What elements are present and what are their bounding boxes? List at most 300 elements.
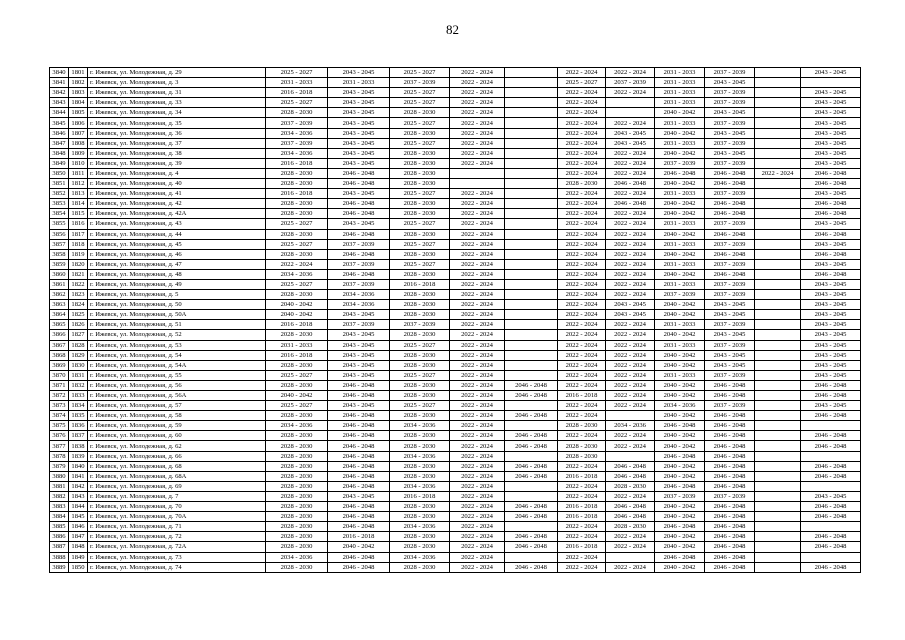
table-cell: 1822 (69, 279, 88, 289)
table-cell: 2043 - 2045 (801, 158, 861, 168)
table-cell: г. Ижевск, ул. Молодежная, д. 44 (88, 229, 266, 239)
table-row (50, 532, 861, 542)
table-cell: 3869 (50, 360, 69, 370)
table-cell: 2016 - 2018 (266, 320, 328, 330)
table-cell: 2037 - 2039 (655, 491, 705, 501)
table-cell: 3888 (50, 552, 69, 562)
table-cell: 2043 - 2045 (801, 88, 861, 98)
table-cell: 2022 - 2024 (558, 290, 606, 300)
table-cell: 2016 - 2018 (266, 189, 328, 199)
table-cell: 2022 - 2024 (606, 340, 655, 350)
table-cell: 2028 - 2030 (266, 249, 328, 259)
table-row (50, 259, 861, 269)
table-row (50, 118, 861, 128)
table-cell: 2025 - 2027 (390, 239, 450, 249)
table-cell: 2022 - 2024 (450, 269, 505, 279)
table-cell: 2028 - 2030 (390, 300, 450, 310)
table-cell: г. Ижевск, ул. Молодежная, д. 5 (88, 290, 266, 300)
table-cell: 2046 - 2048 (606, 461, 655, 471)
table-cell: 1849 (69, 552, 88, 562)
table-cell: 2043 - 2045 (801, 108, 861, 118)
table-cell: 2034 - 2036 (266, 269, 328, 279)
table-cell: 2046 - 2048 (705, 502, 755, 512)
table-cell: 2037 - 2039 (705, 491, 755, 501)
table-cell: г. Ижевск, ул. Молодежная, д. 31 (88, 88, 266, 98)
table-cell: 2034 - 2036 (266, 128, 328, 138)
table-row (50, 542, 861, 552)
table-cell: 2046 - 2048 (655, 522, 705, 532)
table-cell: 3852 (50, 189, 69, 199)
table-cell: 1840 (69, 461, 88, 471)
table-cell (801, 451, 861, 461)
table-cell: 2040 - 2042 (655, 310, 705, 320)
table-cell: 2046 - 2048 (801, 461, 861, 471)
table-cell: 3867 (50, 340, 69, 350)
table-cell: 2046 - 2048 (328, 512, 390, 522)
table-cell: 2028 - 2030 (390, 158, 450, 168)
table-cell: 2040 - 2042 (655, 229, 705, 239)
table-row (50, 239, 861, 249)
table-cell: 3843 (50, 98, 69, 108)
table-row (50, 249, 861, 259)
table-cell: 2022 - 2024 (606, 330, 655, 340)
table-cell: г. Ижевск, ул. Молодежная, д. 41 (88, 189, 266, 199)
table-cell: 3887 (50, 542, 69, 552)
table-cell: 2043 - 2045 (328, 219, 390, 229)
table-cell (755, 68, 801, 78)
table-cell: 2046 - 2048 (705, 441, 755, 451)
table-cell: 2046 - 2048 (606, 502, 655, 512)
table-cell: 2022 - 2024 (558, 522, 606, 532)
table-cell: 2028 - 2030 (266, 471, 328, 481)
table-row (50, 481, 861, 491)
table-cell (755, 461, 801, 471)
table-cell: 1832 (69, 380, 88, 390)
table-cell (755, 350, 801, 360)
table-cell: 2022 - 2024 (606, 269, 655, 279)
table-cell: г. Ижевск, ул. Молодежная, д. 62 (88, 441, 266, 451)
table-cell: 2037 - 2039 (705, 259, 755, 269)
table-cell (505, 259, 558, 269)
table-cell: 2043 - 2045 (606, 138, 655, 148)
table-cell: 2025 - 2027 (390, 401, 450, 411)
table-cell: 2046 - 2048 (801, 471, 861, 481)
table-cell (505, 179, 558, 189)
table-cell: 2043 - 2045 (705, 300, 755, 310)
table-row (50, 310, 861, 320)
table-cell: 2016 - 2018 (328, 532, 390, 542)
table-cell: 2022 - 2024 (450, 441, 505, 451)
table-cell: 2046 - 2048 (606, 471, 655, 481)
table-cell: 2028 - 2030 (390, 350, 450, 360)
table-cell (801, 421, 861, 431)
table-cell: г. Ижевск, ул. Молодежная, д. 55 (88, 370, 266, 380)
table-cell (505, 421, 558, 431)
table-cell: г. Ижевск, ул. Молодежная, д. 49 (88, 279, 266, 289)
table-cell: 1830 (69, 360, 88, 370)
table-cell: 2022 - 2024 (450, 542, 505, 552)
table-cell (505, 300, 558, 310)
table-cell: 2022 - 2024 (558, 370, 606, 380)
table-cell: 2043 - 2045 (705, 350, 755, 360)
table-cell: г. Ижевск, ул. Молодежная, д. 60 (88, 431, 266, 441)
table-cell: 2022 - 2024 (606, 431, 655, 441)
table-cell: 2046 - 2048 (705, 249, 755, 259)
table-cell: 2040 - 2042 (655, 209, 705, 219)
table-cell (505, 88, 558, 98)
table-cell: 3880 (50, 471, 69, 481)
table-cell: 2016 - 2018 (266, 158, 328, 168)
table-cell: 2037 - 2039 (705, 98, 755, 108)
table-cell: 2025 - 2027 (266, 239, 328, 249)
table-cell: г. Ижевск, ул. Молодежная, д. 70А (88, 512, 266, 522)
table-cell: 1814 (69, 199, 88, 209)
table-cell: 2046 - 2048 (328, 502, 390, 512)
table-cell: 1821 (69, 269, 88, 279)
table-cell (505, 219, 558, 229)
table-row (50, 168, 861, 178)
table-cell: 2028 - 2030 (266, 431, 328, 441)
table-cell: 2046 - 2048 (505, 512, 558, 522)
table-cell: 2022 - 2024 (450, 290, 505, 300)
table-cell: 2046 - 2048 (801, 431, 861, 441)
table-row (50, 522, 861, 532)
table-cell: 2022 - 2024 (450, 330, 505, 340)
table-cell: 2046 - 2048 (801, 229, 861, 239)
table-cell (755, 310, 801, 320)
table-cell: г. Ижевск, ул. Молодежная, д. 52 (88, 330, 266, 340)
table-cell: 2046 - 2048 (801, 199, 861, 209)
table-cell: 2022 - 2024 (606, 279, 655, 289)
table-cell: 2046 - 2048 (505, 532, 558, 542)
table-cell: 2022 - 2024 (266, 259, 328, 269)
table-cell: 2022 - 2024 (450, 98, 505, 108)
table-cell: 2037 - 2039 (705, 290, 755, 300)
table-cell: 2043 - 2045 (328, 68, 390, 78)
table-cell: 2046 - 2048 (801, 502, 861, 512)
table-cell: 2028 - 2030 (390, 431, 450, 441)
capital-repair-schedule-table (49, 67, 861, 573)
table-cell: 2046 - 2048 (705, 552, 755, 562)
table-cell: 2022 - 2024 (450, 360, 505, 370)
table-cell: 1802 (69, 78, 88, 88)
table-cell: г. Ижевск, ул. Молодежная, д. 40 (88, 179, 266, 189)
table-cell: 2037 - 2039 (705, 239, 755, 249)
table-cell: 2022 - 2024 (558, 269, 606, 279)
table-cell: 2028 - 2030 (266, 290, 328, 300)
table-cell: 2028 - 2030 (390, 532, 450, 542)
table-cell: 2046 - 2048 (705, 481, 755, 491)
table-cell: 1850 (69, 562, 88, 572)
table-cell: 2028 - 2030 (390, 229, 450, 239)
table-cell: г. Ижевск, ул. Молодежная, д. 70 (88, 502, 266, 512)
table-cell: 2037 - 2039 (266, 118, 328, 128)
table-cell: 2046 - 2048 (705, 269, 755, 279)
table-cell: 2022 - 2024 (450, 380, 505, 390)
table-cell: 2028 - 2030 (390, 249, 450, 259)
table-cell: 2043 - 2045 (801, 138, 861, 148)
table-cell: г. Ижевск, ул. Молодежная, д. 29 (88, 68, 266, 78)
table-cell (755, 370, 801, 380)
table-cell: 2025 - 2027 (266, 98, 328, 108)
table-cell: 3875 (50, 421, 69, 431)
table-row (50, 552, 861, 562)
table-cell: 2028 - 2030 (390, 209, 450, 219)
table-cell: 2043 - 2045 (801, 259, 861, 269)
table-cell: 2028 - 2030 (266, 330, 328, 340)
table-cell: 2031 - 2033 (655, 279, 705, 289)
table-cell: 2046 - 2048 (801, 512, 861, 522)
table-cell: 3854 (50, 209, 69, 219)
table-cell: 1808 (69, 138, 88, 148)
table-cell: 2028 - 2030 (266, 461, 328, 471)
table-cell: 2022 - 2024 (606, 118, 655, 128)
table-cell (755, 481, 801, 491)
table-row (50, 441, 861, 451)
table-cell: 3847 (50, 138, 69, 148)
table-cell: 2022 - 2024 (606, 229, 655, 239)
table-cell (755, 542, 801, 552)
table-row (50, 179, 861, 189)
table-cell: 2037 - 2039 (705, 118, 755, 128)
table-cell: 1847 (69, 532, 88, 542)
table-cell: 2022 - 2024 (606, 401, 655, 411)
table-row (50, 68, 861, 78)
table-cell: 2040 - 2042 (655, 441, 705, 451)
table-row (50, 340, 861, 350)
table-cell: 2046 - 2048 (505, 431, 558, 441)
table-cell: г. Ижевск, ул. Молодежная, д. 72А (88, 542, 266, 552)
table-cell: 2031 - 2033 (655, 118, 705, 128)
table-cell: 3884 (50, 512, 69, 522)
table-cell: 2022 - 2024 (558, 300, 606, 310)
table-cell: 2043 - 2045 (328, 401, 390, 411)
table-cell: 2040 - 2042 (266, 391, 328, 401)
table-cell: 2022 - 2024 (450, 320, 505, 330)
table-cell: 2028 - 2030 (558, 421, 606, 431)
table-cell (755, 78, 801, 88)
table-cell: 2040 - 2042 (655, 128, 705, 138)
table-cell: г. Ижевск, ул. Молодежная, д. 58 (88, 411, 266, 421)
table-cell: 2028 - 2030 (266, 360, 328, 370)
table-cell (450, 168, 505, 178)
table-cell: 1804 (69, 98, 88, 108)
table-cell: г. Ижевск, ул. Молодежная, д. 7 (88, 491, 266, 501)
table-cell (755, 300, 801, 310)
table-cell: 2028 - 2030 (390, 128, 450, 138)
table-cell: 2028 - 2030 (390, 441, 450, 451)
table-cell: 3886 (50, 532, 69, 542)
table-cell (755, 401, 801, 411)
table-cell: 1837 (69, 431, 88, 441)
table-cell: 3851 (50, 179, 69, 189)
table-cell (755, 421, 801, 431)
table-row (50, 421, 861, 431)
table-cell: 2022 - 2024 (558, 189, 606, 199)
table-cell: г. Ижевск, ул. Молодежная, д. 39 (88, 158, 266, 168)
table-cell: 2022 - 2024 (450, 239, 505, 249)
table-cell (755, 148, 801, 158)
table-cell: 3874 (50, 411, 69, 421)
table-cell: 2022 - 2024 (606, 290, 655, 300)
table-cell: 2031 - 2033 (655, 78, 705, 88)
table-cell: 2022 - 2024 (450, 300, 505, 310)
table-cell: г. Ижевск, ул. Молодежная, д. 72 (88, 532, 266, 542)
table-cell: 1813 (69, 189, 88, 199)
table-row (50, 78, 861, 88)
table-cell: г. Ижевск, ул. Молодежная, д. 50 (88, 300, 266, 310)
table-cell: 2046 - 2048 (505, 411, 558, 421)
table-cell: 2022 - 2024 (450, 108, 505, 118)
table-cell: 2031 - 2033 (266, 78, 328, 88)
table-cell: 2025 - 2027 (390, 189, 450, 199)
table-row (50, 300, 861, 310)
table-cell (755, 98, 801, 108)
table-cell: 2028 - 2030 (266, 532, 328, 542)
table-cell: 2022 - 2024 (606, 380, 655, 390)
table-cell: 2022 - 2024 (450, 259, 505, 269)
table-cell: 2037 - 2039 (655, 158, 705, 168)
table-cell: 2046 - 2048 (328, 179, 390, 189)
table-cell (505, 279, 558, 289)
table-cell (755, 441, 801, 451)
table-cell: 2025 - 2027 (390, 219, 450, 229)
table-cell: 2022 - 2024 (558, 552, 606, 562)
table-cell: 2046 - 2048 (328, 522, 390, 532)
table-cell: 2031 - 2033 (266, 340, 328, 350)
table-cell: 3856 (50, 229, 69, 239)
table-cell: 2037 - 2039 (705, 370, 755, 380)
table-cell: 2028 - 2030 (266, 481, 328, 491)
table-cell: 2022 - 2024 (450, 512, 505, 522)
table-cell: 2028 - 2030 (266, 441, 328, 451)
table-cell: 2037 - 2039 (266, 138, 328, 148)
table-cell: 2037 - 2039 (705, 219, 755, 229)
table-row (50, 88, 861, 98)
table-cell: 2022 - 2024 (558, 158, 606, 168)
table-cell: 2028 - 2030 (390, 148, 450, 158)
table-cell: 2040 - 2042 (655, 391, 705, 401)
table-cell: 2040 - 2042 (655, 360, 705, 370)
table-cell: 2046 - 2048 (801, 542, 861, 552)
table-cell: 1806 (69, 118, 88, 128)
table-cell: 2025 - 2027 (390, 340, 450, 350)
table-cell (505, 350, 558, 360)
table-cell: 2022 - 2024 (450, 249, 505, 259)
table-cell: 2022 - 2024 (450, 461, 505, 471)
table-cell: 2022 - 2024 (558, 229, 606, 239)
table-cell: 2040 - 2042 (266, 300, 328, 310)
table-cell: 2022 - 2024 (606, 68, 655, 78)
table-cell: 2037 - 2039 (705, 68, 755, 78)
table-cell: 2022 - 2024 (450, 491, 505, 501)
table-cell: 2028 - 2030 (266, 199, 328, 209)
table-row (50, 209, 861, 219)
table-cell: 2022 - 2024 (606, 391, 655, 401)
table-cell: 2016 - 2018 (558, 502, 606, 512)
table-cell: 2043 - 2045 (328, 108, 390, 118)
table-cell: 2043 - 2045 (328, 340, 390, 350)
table-cell (505, 491, 558, 501)
table-cell: 2022 - 2024 (558, 239, 606, 249)
table-cell (801, 78, 861, 88)
table-cell (755, 522, 801, 532)
table-cell: г. Ижевск, ул. Молодежная, д. 71 (88, 522, 266, 532)
table-cell (755, 88, 801, 98)
table-cell (755, 502, 801, 512)
table-cell: г. Ижевск, ул. Молодежная, д. 57 (88, 401, 266, 411)
table-cell: 3885 (50, 522, 69, 532)
table-cell (755, 512, 801, 522)
table-cell: 2037 - 2039 (705, 189, 755, 199)
table-cell: 2046 - 2048 (655, 421, 705, 431)
table-cell: 2022 - 2024 (606, 320, 655, 330)
table-cell: 2028 - 2030 (390, 330, 450, 340)
table-cell: 2040 - 2042 (655, 148, 705, 158)
table-cell: г. Ижевск, ул. Молодежная, д. 59 (88, 421, 266, 431)
table-cell: 2040 - 2042 (655, 330, 705, 340)
table-cell: 2022 - 2024 (558, 118, 606, 128)
table-cell: 2043 - 2045 (328, 491, 390, 501)
table-cell: 2022 - 2024 (558, 68, 606, 78)
table-cell: 2046 - 2048 (801, 441, 861, 451)
table-cell: 2022 - 2024 (558, 532, 606, 542)
table-cell: 2037 - 2039 (705, 138, 755, 148)
table-cell: 2022 - 2024 (450, 471, 505, 481)
table-cell: 2046 - 2048 (505, 391, 558, 401)
table-row (50, 148, 861, 158)
table-cell: 2022 - 2024 (558, 481, 606, 491)
table-cell (505, 370, 558, 380)
table-row (50, 290, 861, 300)
table-cell (755, 330, 801, 340)
table-cell: 1819 (69, 249, 88, 259)
table-cell: 2028 - 2030 (558, 441, 606, 451)
table-cell: 1825 (69, 310, 88, 320)
table-cell: 1833 (69, 391, 88, 401)
table-cell: 2028 - 2030 (390, 360, 450, 370)
table-cell: 2043 - 2045 (328, 158, 390, 168)
table-cell: 2022 - 2024 (450, 502, 505, 512)
table-cell: 2022 - 2024 (558, 148, 606, 158)
table-cell: 2022 - 2024 (450, 158, 505, 168)
table-cell: 2031 - 2033 (655, 68, 705, 78)
table-cell: 2022 - 2024 (450, 411, 505, 421)
table-cell: 2022 - 2024 (450, 279, 505, 289)
table-cell (505, 128, 558, 138)
table-cell: г. Ижевск, ул. Молодежная, д. 42 (88, 199, 266, 209)
table-cell: 1846 (69, 522, 88, 532)
table-cell: 2046 - 2048 (801, 380, 861, 390)
table-cell: 2046 - 2048 (328, 209, 390, 219)
table-cell: 3850 (50, 168, 69, 178)
table-cell: 1848 (69, 542, 88, 552)
table-cell: 2043 - 2045 (328, 350, 390, 360)
table-cell: 2028 - 2030 (390, 290, 450, 300)
table-cell: 2046 - 2048 (328, 552, 390, 562)
page-number: 82 (446, 22, 459, 37)
table-cell: 2043 - 2045 (705, 310, 755, 320)
table-cell: 2025 - 2027 (558, 78, 606, 88)
table-row (50, 431, 861, 441)
table-cell: 1807 (69, 128, 88, 138)
table-cell (755, 269, 801, 279)
table-cell: 2046 - 2048 (801, 209, 861, 219)
table-cell: 2022 - 2024 (606, 88, 655, 98)
table-cell: 2046 - 2048 (705, 391, 755, 401)
table-cell: 2031 - 2033 (655, 370, 705, 380)
table-cell: 2046 - 2048 (328, 249, 390, 259)
